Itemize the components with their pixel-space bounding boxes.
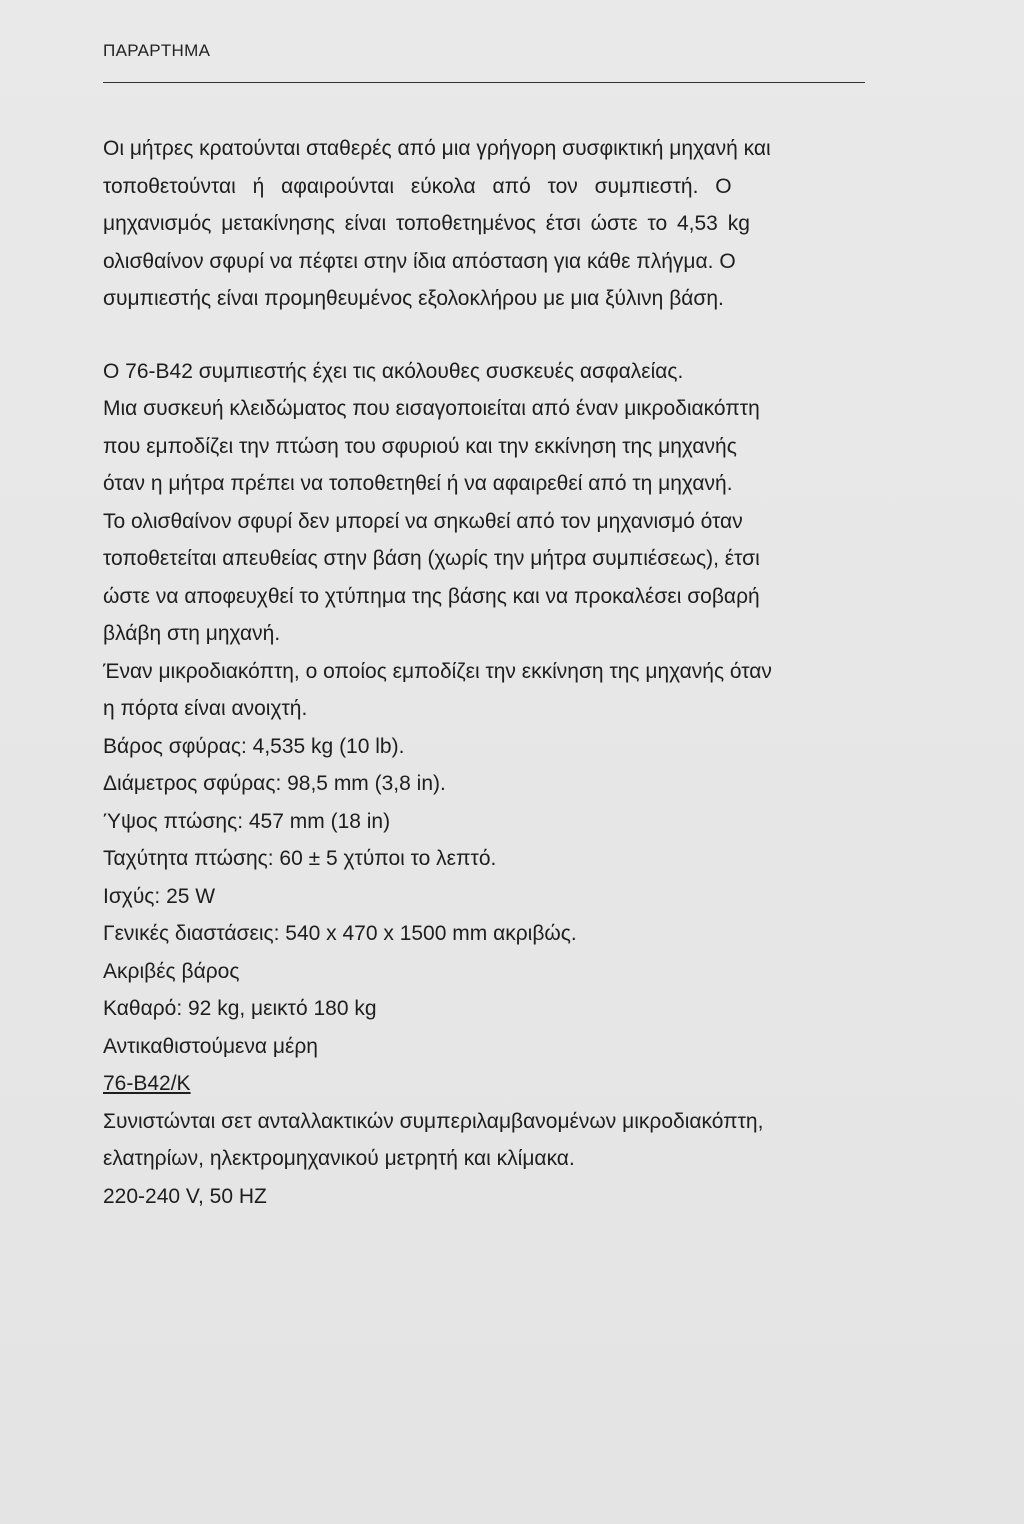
header-divider [103,82,865,83]
text-line: συμπιεστής είναι προμηθευμένος εξολοκλήρου με μια ξύλινη βάση. [103,287,724,310]
text-line: που εμποδίζει την πτώση του σφυριού και την εκκίνηση της μηχανής [103,434,737,458]
page-header-title: ΠΑΡΑΡΤΗΜΑ [103,41,211,60]
text-line: ελατηρίων, ηλεκτρομηχανικού μετρητή και κλίμακα. [103,1147,575,1170]
spec-line: Γενικές διαστάσεις: 540 x 470 x 1500 mm ακριβώς. [103,922,577,945]
spec-line: Αντικαθιστούμενα μέρη [103,1034,318,1058]
text-line: όταν η μήτρα πρέπει να τοποθετηθεί ή να αφαιρεθεί από τη μηχανή. [103,472,733,495]
text-line: Οι μήτρες κρατούνται σταθερές από μια γρήγορη συσφικτική μηχανή και [103,137,771,160]
text-line: ώστε να αποφευχθεί το χτύπημα της βάσης και να προκαλέσει σοβαρή [103,584,760,608]
text-line: Συνιστώνται σετ ανταλλακτικών συμπεριλαμβανομένων μικροδιακόπτη, [103,1109,764,1133]
text-line: τοποθετούνται ή αφαιρούνται εύκολα από τον συμπιεστή. Ο [103,174,732,198]
spec-line: Ακριβές βάρος [103,959,240,983]
spec-line: Ισχύς: 25 W [103,884,216,908]
text-line: τοποθετείται απευθείας στην βάση (χωρίς την μήτρα συμπιέσεως), έτσι [103,547,760,570]
spec-line: Διάμετρος σφύρας: 98,5 mm (3,8 in). [103,772,446,795]
specifications-list [103,728,893,1216]
document-body [103,130,893,1215]
text-line: η πόρτα είναι ανοιχτή. [103,697,308,720]
text-line: Ο 76-Β42 συμπιεστής έχει τις ακόλουθες συσκευές ασφαλείας. [103,359,684,383]
text-line: Μια συσκευή κλειδώματος που εισαγοποιείται από έναν μικροδιακόπτη [103,397,760,420]
spec-line: Καθαρό: 92 kg, μεικτό 180 kg [103,997,377,1020]
text-line: βλάβη στη μηχανή. [103,622,281,645]
intro-paragraph [103,130,893,318]
text-line: Το ολισθαίνον σφυρί δεν μπορεί να σηκωθεί από τον μηχανισμό όταν [103,509,743,533]
part-code: 76-Β42/Κ [103,1072,191,1095]
spec-line: Ταχύτητα πτώσης: 60 ± 5 χτύποι το λεπτό. [103,847,497,870]
spec-line: Ύψος πτώσης: 457 mm (18 in) [103,809,391,833]
safety-section [103,353,893,728]
text-line: Έναν μικροδιακόπτη, ο οποίος εμποδίζει την εκκίνηση της μηχανής όταν [103,659,772,683]
power-spec: 220-240 V, 50 HZ [103,1184,267,1208]
spec-line: Βάρος σφύρας: 4,535 kg (10 lb). [103,734,405,758]
text-line: μηχανισμός μετακίνησης είναι τοποθετημένος έτσι ώστε το 4,53 kg [103,212,750,235]
text-line: ολισθαίνον σφυρί να πέφτει στην ίδια απόσταση για κάθε πλήγμα. Ο [103,249,736,273]
